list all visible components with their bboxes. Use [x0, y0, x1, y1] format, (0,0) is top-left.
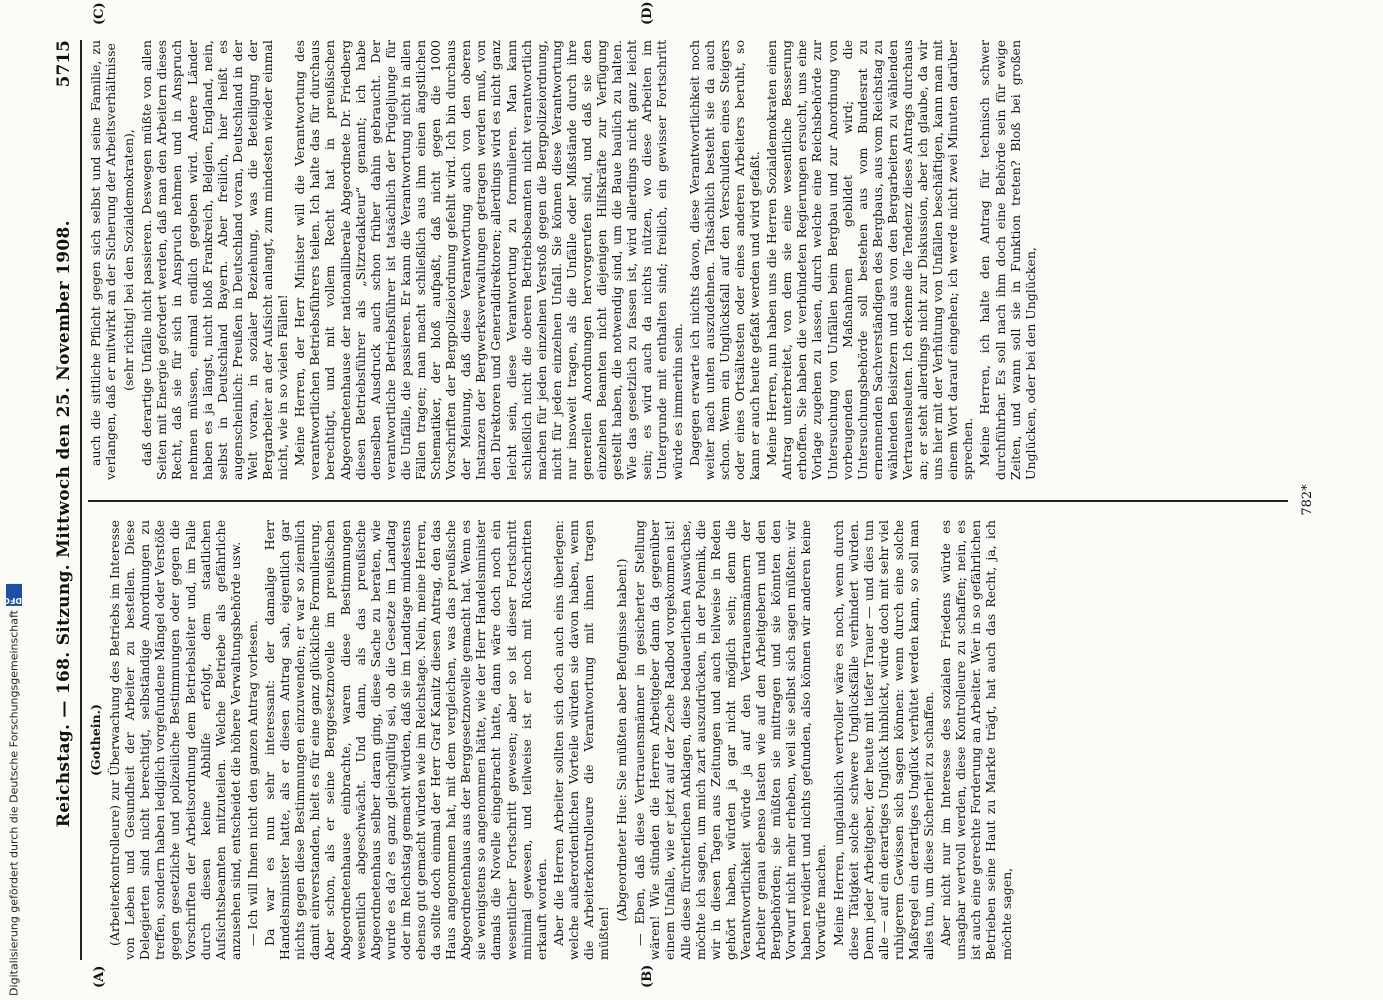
right-column: [88, 40, 1288, 480]
paragraph: Meine Herren, der Herr Minister will die Verantwortung des verantwortlichen Betriebsführers teilen. Ich halte das für durchaus berechtigt, und mit vollem Recht hat in preußischen Abgeordnetenhause der nationalliberale Abgeordnete Dr. Friedberg diesen Betriebsführer als „Sitzredakteur“ genannt; ich habe denselben Ausdruck auch schon früher dahin gebraucht. Der verantwortliche Betriebsführer ist tatsächlich der Prügeljunge für die Unfälle, die passieren. Er kann die Verantwortung nicht in allen Fällen tragen; man macht schließlich aus ihm einen ängstlichen Schematiker, der bloß aufpaßt, daß nicht gegen die 1000 Vorschriften der Bergpolizeiordnung gefehlt wird. Ich bin durchaus der Meinung, daß diese Verantwortung auch von den oberen Instanzen der Bergwerksverwaltungen getragen werden muß, von den Direktoren und Generaldirektoren; allerdings wird es nicht ganz leicht sein, diese Verantwortung zu formulieren. Man kann schließlich nicht die oberen Betriebsbeamten nicht verantwortlich machen für jeden einzelnen Verstoß gegen die Bergpolizeiordnung, nicht für jeden einzelnen Unfall. Sie können diese Verantwortung nur insoweit tragen, als die Unfälle oder Mißstände durch ihre generellen Anordnungen hervorgerufen sind, und daß sie den einzelnen Beamten nicht diejenigen Hilfskräfte zur Verfügung gestellt haben, die notwendig sind, um die Baue baulich zu halten. Wie das gesetzlich zu fassen ist, wird allerdings nicht ganz leicht sein; es wird auch da nichts nützen, wo diese Arbeiten im Untergrunde mit enthalten sind; freilich, ein gewisser Fortschritt würde es immerhin sein.: [292, 40, 685, 480]
page-title: Reichstag. — 168. Sitzung. Mittwoch den 25. November 1908.: [54, 220, 74, 828]
interjection: (sehr richtig! bei den Sozialdemokraten),: [121, 129, 137, 391]
header-rule: [80, 40, 82, 960]
paragraph: Da war es nun sehr interessant: der damalige Herr Handelsminister hatte, als er diesen Antrag sah, eigentlich gar nichts gegen diese Bestimmungen einzuwenden; er war so ziemlich damit einverstanden, hielt es für eine ganz glückliche Formulierung. Aber schon, als er seine Berggesetznovelle im preußischen Abgeordnetenhause einbrachte, waren diese Bestimmungen wesentlich abgeschwächt. Und dann, als das preußische Abgeordnetenhaus selber daran ging, diese Sache zu beraten, wie wurde es da? es ganz gleichgültig sei, ob die Gesetze im Landtag oder im Reichstag gemacht würden, daß sie im Landtage mindestens ebenso gut gemacht würden wie im Reichstage. Nein, meine Herren, da sollte doch einmal der Herr Graf Kanitz diesen Antrag, den das Haus angenommen hat, mit dem vergleichen, was das preußische Abgeordnetenhaus aus der Berggesetznovelle gemacht hat. Wenn es sie wenigstens so angenommen hätte, wie der Herr Handelsminister damals die Novelle eingebracht hatte, dann wäre doch noch ein wesentlicher Fortschritt gewesen; aber so ist dieser Fortschritt minimal gewesen, und teilweise ist er noch mit Rückschritten erkauft worden.: [262, 520, 549, 960]
paragraph: Aber die Herren Arbeiter sollten sich doch auch eins überlegen: welche außerordentlichen Vorteile würden sie davon haben, wenn die Arbeiterkontrolleure die Verantwortung mit ihnen tragen müßten!: [550, 520, 612, 960]
margin-marker-c: (C): [92, 2, 107, 25]
dfg-logo-icon: DFG: [6, 584, 22, 606]
paragraph: (Arbeiterkontrolleure) zur Überwachung des Betriebs im Interesse von Leben und Gesundheit der Arbeiter zu bestellen. Diese Delegierten sind nicht berechtigt, selbständige Anordnungen zu treffen, sondern haben lediglich vorgefundene Mängel oder Verstöße gegen gesetzliche und polizeiliche Bestimmungen oder gegen die Vorschriften der Arbeitsordnung dem Betriebsleiter und, im Falle durch diesen keine Abhilfe erfolgt, dem staatlichen Aufsichtsbeamten mitzuteilen. Welche Betriebe als gefährliche anzusehen sind, entscheidet die höhere Verwaltungsbehörde usw.: [107, 520, 243, 960]
paragraph: Meine Herren, unglaublich wertvoller wäre es noch, wenn durch diese Tätigkeit solche schwere Unglücksfälle verhindert würden. Denn jeder Arbeitgeber, der heute mit tiefer Trauer — und dies tun alle — auf ein derartiges Unglück hinblickt, würde doch mit sehr viel ruhigerem Gewissen sich sagen können: wenn durch eine solche Maßregel ein derartiges Unglück verhütet werden kann, so soll man alles tun, um diese Sicherheit zu schaffen.: [830, 520, 937, 960]
left-column: [88, 520, 1288, 960]
margin-marker-b: (B): [640, 964, 655, 988]
paragraph: daß derartige Unfälle nicht passieren. Deswegen müßte von allen Seiten mit Energie gefordert werden, daß man den Arbeitern dieses Recht, daß sie für sich in Anspruch nehmen und in Anspruch nehmen müssen, einmal endlich gegeben wird. Andere Länder haben es ja längst, nicht bloß Frankreich, Belgien, England, nein, selbst in Deutschland Bayern. Aber freilich, hier heißt es augenscheinlich: Preußen in Deutschland voran, Deutschland in der Welt voran, in sozialer Beziehung, was die Beteiligung der Bergarbeiter an der Aufsicht anlangt, zum mindesten wieder einmal nicht, wie in so vielen Fällen!: [139, 40, 291, 480]
column-divider: [88, 500, 1288, 502]
margin-marker-a: (A): [92, 965, 107, 988]
page-header: [52, 40, 76, 960]
paragraph: Meine Herren, nun haben uns die Herren Sozialdemokraten einen Antrag unterbreitet, von dem sie eine wesentliche Besserung erhoffen. Sie haben die verbündeten Regierungen ersucht, uns eine Vorlage zugehen zu lassen, durch welche eine Reichsbehörde zur Untersuchung von Unfällen beim Bergbau und zur Anordnung von vorbeugenden Maßnahmen gebildet wird; die Untersuchungsbehörde soll bestehen aus vom Bundesrat zu ernennenden Sachverständigen des Bergbaus, aus vom Reichstag zu wählenden Beisitzern und aus von den Bergarbeitern zu wählenden Vertrauensleuten. Ich erkenne die Tendenz dieses Antrags durchaus an; er steht allerdings nicht zur Diskussion, aber ich glaube, da wir uns hier mit der Verhütung von Unfällen beschäftigen, kann man mit einem Wort darauf eingehen; ich werde nicht zwei Minuten darüber sprechen.: [764, 40, 976, 480]
paragraph: — Ich will Ihnen nicht den ganzen Antrag vorlesen.: [244, 620, 260, 946]
margin-marker-d: (D): [640, 1, 655, 25]
interjection: (Abgeordneter Hue: Sie müßten aber Befugnisse haben!): [614, 558, 630, 922]
page-number: 5715: [54, 40, 74, 88]
paragraph: auch die sittliche Pflicht gegen sich selbst und seine Familie, zu verlangen, daß er mitwirkt an der Sicherung der Arbeitsverhältnisse: [88, 40, 119, 480]
digitization-footer: [3, 584, 22, 996]
footer-note: Digitalisierung gefördert durch die Deutsche Forschungsgemeinschaft: [7, 610, 21, 996]
paragraph: Meine Herren, ich halte den Antrag für technisch schwer durchführbar. Es soll nach ihm doch eine Behörde sein für ewige Zeiten, und wann soll sie in Funktion treten? Bloß bei großen Unglücken, oder bei den Unglücken,: [977, 40, 1038, 480]
speaker-name: (Gothein.): [88, 704, 103, 776]
paragraph: Dagegen erwarte ich nichts davon, diese Verantwortlichkeit noch weiter nach unten auszudehnen. Tatsächlich besteht sie da auch schon. Wenn ein Unglücksfall auf den Verschulden eines Steigers oder eines Ortsältesten oder eines anderen Arbeiters beruht, so kann er auch heute gefaßt werden und wird gefaßt.: [686, 40, 763, 480]
paragraph: — Eben, daß diese Vertrauensmänner in gesicherter Stellung wären! Wie stünden die Herren Arbeitgeber dann da gegenüber einem Unfalle, wie er jetzt auf der Zeche Radbod vorgekommen ist! Alle diese fürchterlichen Anklagen, diese bedauerlichen Auswüchse, möchte ich sagen, um mich zart auszudrücken, in der Polemik, die wir in diesen Tagen aus Zeitungen und auch teilweise in Reden gehört haben, würden ja gar nicht möglich sein; denn die Verantwortlichkeit würde ja auf den Vertrauensmännern der Arbeiter genau ebenso lasten wie auf den Arbeitgebern und den Bergbehörden; sie müßten sie mittragen und sie könnten den Vorwurf nicht mehr erheben, weil sie selbst sich sagen müßten: wir haben revidiert und nichts gefunden, also können wir anderen keine Vorwürfe machen.: [632, 520, 829, 960]
page-footer-number: 782*: [1300, 484, 1315, 516]
paragraph: Aber nicht nur im Interesse des sozialen Friedens würde es unsagbar wertvoll werden, diese Kontrolleure zu schaffen; nein, es ist auch eine gerechte Forderung an Arbeiter. Wer in so gefährlichen Betrieben seine Haut zu Markte trägt, hat auch das Recht, ja, ich möchte sagen,: [938, 520, 1014, 960]
